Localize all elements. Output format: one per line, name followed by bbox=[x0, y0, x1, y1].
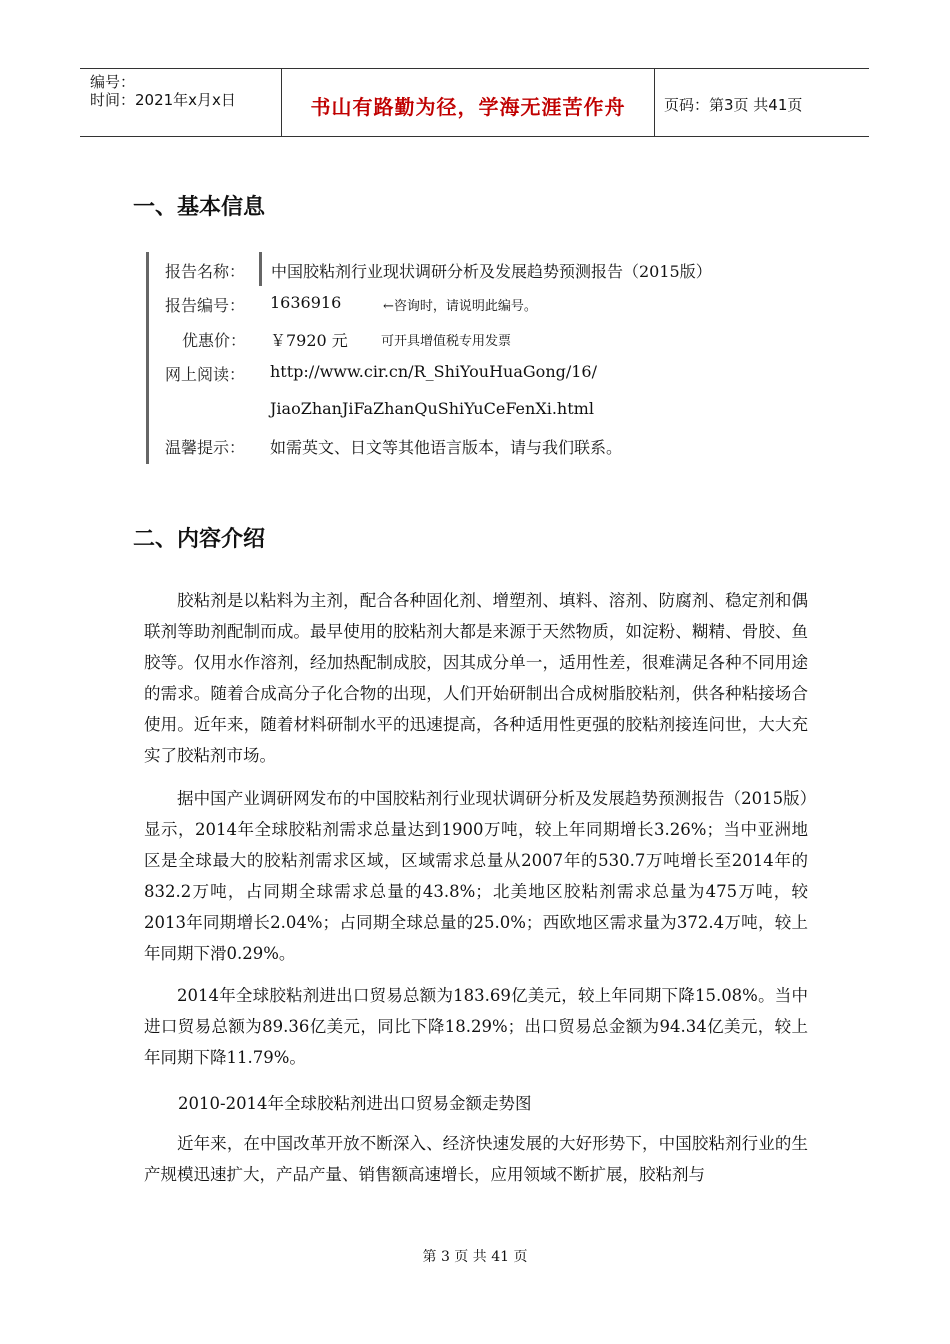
header-middle-cell bbox=[281, 69, 655, 136]
info-value-url-line2[interactable]: JiaoZhanJiFaZhanQuShiYuCeFenXi.html bbox=[270, 399, 594, 418]
paragraph-demand: 据中国产业调研网发布的中国胶粘剂行业现状调研分析及发展趋势预测报告（2015版）显示，2014年全球胶粘剂需求总量达到1900万吨，较上年同期增长3.26%；当中亚洲地区是全球最大的胶粘剂需求区域，区域需求总量从2007年的530.7万吨增长至2014年的832.2万吨，占同期全球需求总量的43.8%；北美地区胶粘剂需求总量为475万吨，较2013年同期增长2.04%；占同期全球总量的25.0%；西欧地区需求量为372.4万吨，较上年同期下滑0.29%。 bbox=[144, 789, 808, 963]
time-label: 时间：2021年x月x日 bbox=[90, 91, 236, 109]
info-label-price: 优惠价： bbox=[182, 331, 247, 350]
section-heading-content-intro: 二、内容介绍 bbox=[133, 527, 266, 552]
page-footer: 第 3 页 共 41 页 bbox=[422, 1249, 528, 1265]
info-value-price: ￥7920 元 bbox=[270, 331, 348, 350]
paragraph-china-industry: 近年来，在中国改革开放不断深入、经济快速发展的大好形势下，中国胶粘剂行业的生产规模迅速扩大，产品产量、销售额高速增长，应用领域不断扩展，胶粘剂与 bbox=[144, 1134, 808, 1184]
report-title-bar bbox=[259, 252, 262, 286]
info-label-report-id: 报告编号： bbox=[165, 296, 246, 315]
header-right-cell bbox=[654, 69, 869, 136]
info-value-url-line1[interactable]: http://www.cir.cn/R_ShiYouHuaGong/16/ bbox=[270, 362, 597, 381]
paragraph-trade: 2014年全球胶粘剂进出口贸易总额为183.69亿美元，较上年同期下降15.08%。当中进口贸易总额为89.36亿美元，同比下降18.29%；出口贸易总金额为94.34亿美元，较上年同期下降11.79%。 bbox=[144, 986, 808, 1067]
info-note-report-id: ←咨询时，请说明此编号。 bbox=[383, 299, 537, 314]
section-heading-basic-info: 一、基本信息 bbox=[133, 195, 266, 220]
header-page-info: 页码：第3页 共41页 bbox=[664, 96, 803, 114]
info-value-report-name: 中国胶粘剂行业现状调研分析及发展趋势预测报告（2015版） bbox=[271, 262, 712, 281]
chart-caption: 2010-2014年全球胶粘剂进出口贸易金额走势图 bbox=[178, 1094, 532, 1113]
info-value-report-id: 1636916 bbox=[270, 293, 342, 312]
info-label-tip: 温馨提示： bbox=[165, 438, 246, 457]
info-block-bar bbox=[146, 252, 149, 464]
header-left-cell bbox=[80, 69, 281, 136]
document-header bbox=[80, 68, 869, 137]
header-motto: 书山有路勤为径，学海无涯苦作舟 bbox=[310, 95, 626, 119]
info-note-invoice: 可开具增值税专用发票 bbox=[381, 334, 512, 349]
number-label: 编号： bbox=[90, 73, 136, 91]
info-value-tip: 如需英文、日文等其他语言版本，请与我们联系。 bbox=[270, 438, 623, 457]
paragraph-intro: 胶粘剂是以粘料为主剂，配合各种固化剂、增塑剂、填料、溶剂、防腐剂、稳定剂和偶联剂等助剂配制而成。最早使用的胶粘剂大都是来源于天然物质，如淀粉、糊精、骨胶、鱼胶等。仅用水作溶剂，经加热配制成胶，因其成分单一，适用性差，很难满足各种不同用途的需求。随着合成高分子化合物的出现，人们开始研制出合成树脂胶粘剂，供各种粘接场合使用。近年来，随着材料研制水平的迅速提高，各种适用性更强的胶粘剂接连问世，大大充实了胶粘剂市场。 bbox=[144, 591, 808, 765]
info-label-online: 网上阅读： bbox=[165, 365, 246, 384]
info-label-report-name: 报告名称： bbox=[165, 262, 246, 281]
